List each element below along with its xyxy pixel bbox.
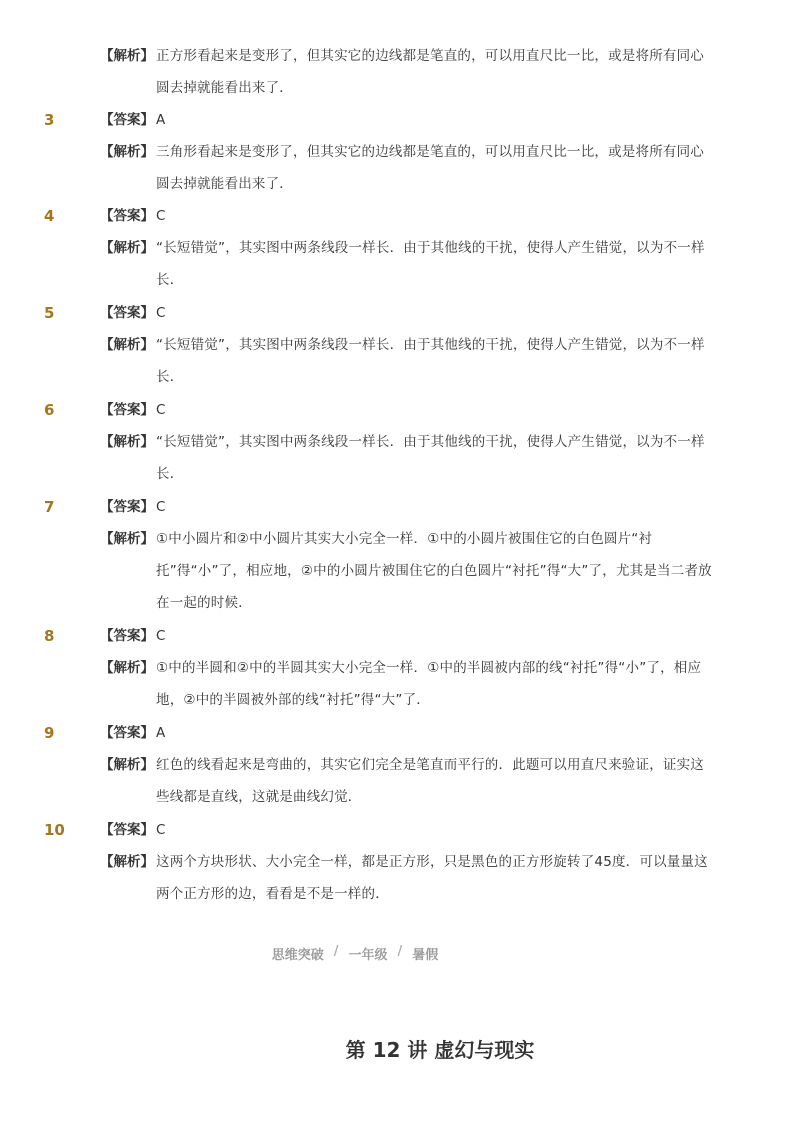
answer-row (100, 104, 720, 136)
answer-value: A (156, 725, 166, 741)
analysis-row (100, 40, 720, 104)
analysis-row (100, 652, 720, 716)
analysis-row (100, 749, 720, 813)
answer-value: C (156, 305, 166, 321)
answer-row (100, 717, 720, 749)
footer-term: 暑假 (412, 948, 439, 963)
page-footer (0, 944, 800, 963)
analysis-label: 【解析】 (100, 144, 154, 160)
analysis-label: 【解析】 (100, 48, 154, 64)
answer-label: 【答案】 (100, 628, 154, 644)
answer-value: C (156, 628, 166, 644)
analysis-label: 【解析】 (100, 757, 154, 773)
footer-separator: / (397, 944, 403, 959)
analysis-label: 【解析】 (100, 337, 154, 353)
analysis-row (100, 523, 720, 619)
analysis-text: “长短错觉”，其实图中两条线段一样长．由于其他线的干扰，使得人产生错觉，以为不一样长． (156, 240, 705, 288)
answer-value: C (156, 822, 166, 838)
answer-label: 【答案】 (100, 499, 154, 515)
question-number: 8 (44, 627, 55, 645)
answer-label: 【答案】 (100, 822, 154, 838)
answer-row (100, 620, 720, 652)
answer-value: C (156, 499, 166, 515)
question-number: 6 (44, 401, 55, 419)
question-number: 4 (44, 207, 55, 225)
analysis-text: ①中的半圆和②中的半圆其实大小完全一样．①中的半圆被内部的线“衬托”得“小”了，相应地，②中的半圆被外部的线“衬托”得“大”了． (156, 660, 702, 708)
analysis-text: 这两个方块形状、大小完全一样，都是正方形，只是黑色的正方形旋转了45度．可以量量这两个正方形的边，看看是不是一样的． (156, 854, 708, 902)
analysis-row (100, 426, 720, 490)
answer-label: 【答案】 (100, 305, 154, 321)
answer-label: 【答案】 (100, 402, 154, 418)
answer-row (100, 491, 720, 523)
analysis-label: 【解析】 (100, 240, 154, 256)
footer-grade: 一年级 (348, 948, 388, 963)
answer-label: 【答案】 (100, 112, 154, 128)
answer-value: A (156, 112, 166, 128)
next-section-title: 第 12 讲 虚幻与现实 (345, 1038, 535, 1062)
analysis-text: 正方形看起来是变形了，但其实它的边线都是笔直的，可以用直尺比一比，或是将所有同心圆去掉就能看出来了． (156, 48, 704, 96)
answer-value: C (156, 402, 166, 418)
analysis-text: “长短错觉”，其实图中两条线段一样长．由于其他线的干扰，使得人产生错觉，以为不一样长． (156, 434, 705, 482)
question-number: 7 (44, 498, 55, 516)
analysis-row (100, 136, 720, 200)
answer-row (100, 200, 720, 232)
answer-label: 【答案】 (100, 725, 154, 741)
analysis-label: 【解析】 (100, 854, 154, 870)
question-number: 9 (44, 724, 55, 742)
answer-row (100, 814, 720, 846)
analysis-text: ①中小圆片和②中小圆片其实大小完全一样．①中的小圆片被围住它的白色圆片“衬托”得“小”了，相应地，②中的小圆片被围住它的白色圆片“衬托”得“大”了，尤其是当二者放在一起的时候． (156, 531, 712, 611)
analysis-text: “长短错觉”，其实图中两条线段一样长．由于其他线的干扰，使得人产生错觉，以为不一样长． (156, 337, 705, 385)
answer-row (100, 394, 720, 426)
analysis-text: 三角形看起来是变形了，但其实它的边线都是笔直的，可以用直尺比一比，或是将所有同心圆去掉就能看出来了． (156, 144, 704, 192)
footer-series: 思维突破 (271, 948, 324, 963)
footer-separator: / (333, 944, 339, 959)
analysis-label: 【解析】 (100, 660, 154, 676)
analysis-row (100, 329, 720, 393)
question-number: 3 (44, 111, 55, 129)
analysis-label: 【解析】 (100, 531, 154, 547)
analysis-row (100, 846, 720, 910)
question-number: 5 (44, 304, 55, 322)
analysis-label: 【解析】 (100, 434, 154, 450)
answer-label: 【答案】 (100, 208, 154, 224)
question-number: 10 (44, 821, 65, 839)
analysis-row (100, 232, 720, 296)
answer-value: C (156, 208, 166, 224)
analysis-text: 红色的线看起来是弯曲的，其实它们完全是笔直而平行的．此题可以用直尺来验证，证实这些线都是直线，这就是曲线幻觉． (156, 757, 704, 805)
answer-row (100, 297, 720, 329)
